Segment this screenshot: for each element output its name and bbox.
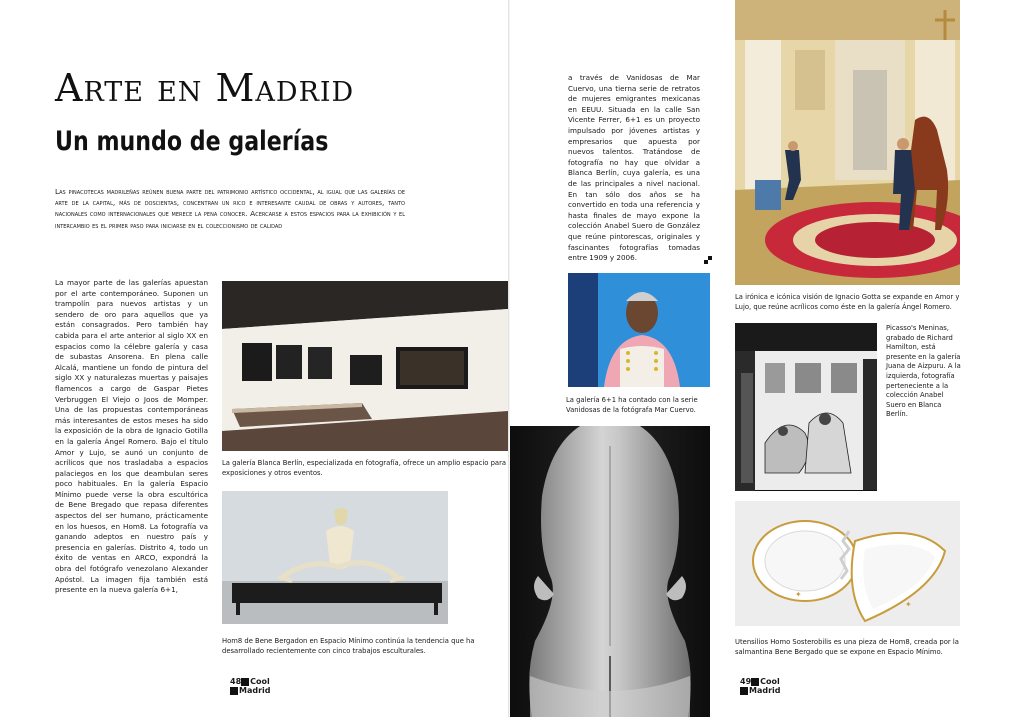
article-title: Arte en Madrid [55, 66, 355, 110]
svg-text:✦: ✦ [795, 590, 802, 599]
svg-text:✦: ✦ [905, 600, 912, 609]
page-number-48: 48 [230, 677, 242, 686]
logo-cool: Cool [760, 677, 780, 686]
page-number-49: 49 [740, 677, 752, 686]
caption-portrait: La galería 6+1 ha contado con la serie Vanidosas de la fotógrafa Mar Cuervo. [566, 396, 698, 414]
gallery-interior-photo [222, 281, 508, 451]
portrait-photo [568, 273, 710, 387]
footer-right [740, 677, 781, 695]
end-of-article-icon [704, 249, 712, 257]
logo-square-icon [241, 678, 249, 686]
logo-cool: Cool [250, 677, 270, 686]
caption-gallery: La galería Blanca Berlín, especializada en fotografía, ofrece un amplio espacio para exposiciones y otros eventos. [222, 459, 507, 477]
logo-square-icon [751, 678, 759, 686]
meninas-engraving [735, 323, 877, 491]
article-subtitle: Un mundo de galerías [55, 126, 329, 157]
caption-sculpture: Hom8 de Bene Bergadon en Espacio Mínimo continúa la tendencia que ha desarrollado recientemente con cinco trabajos esculturales. [222, 637, 475, 655]
caption-plates: Utensilios Homo Sosterobilis es una pieza de Hom8, creada por la salmantina Bene Bergado que se expone en Espacio Mínimo. [735, 638, 959, 656]
caption-meninas: Picasso's Meninas, grabado de Richard Hamilton, está presente en la galería Juana de Aizpuru. A la izquierda, fotografía perteneciente a la colección Anabel Suero en Blanca Berlín. [886, 324, 961, 419]
nude-back-photo [510, 426, 710, 717]
logo-madrid: Madrid [749, 686, 781, 695]
sculpture-photo [222, 491, 448, 624]
broken-plates-photo [735, 501, 960, 626]
logo-square-icon [740, 687, 748, 695]
logo-madrid: Madrid [239, 686, 271, 695]
logo-square-icon [230, 687, 238, 695]
body-column-1: La mayor parte de las galerías apuestan por el arte contemporáneo. Suponen un trampolín para nuevos artistas y un sendero de oro para aquellos que ya están consagrados. Pero también hay cabida para el arte anterior al siglo XX en espacios como la célebre galería y casa de subastas Ansorena. En plena calle Alcalá, mantiene un fondo de pintura del siglo XX y naturalezas muertas y paisajes flamencos a cargo de Gaspar Pietes Verbruggen El Viejo o Joos de Momper. Una de las propuestas contemporáneas más interesantes de estos meses ha sido la exposición de la obra de Ignacio Gotilla en la galería Ángel Romero. Bajo el título Amor y Lujo, se aunó un conjunto de acrílicos que nos trasladaba a espacios palaciegos en los que deambulan seres poco habituales. En la galería Espacio Mínimo puede verse la obra escultórica de Bene Bregado que repasa diferentes aspectos del ser humano, prácticamente en los huesos, en Hom8. La fotografía va ganando adeptos en nuestro país y presencia en galerías. Distrito 4, todo un éxito de ventas en ARCO, expondrá la obra del fotógrafo venezolano Alexander Apóstol. La imagen fija también está presente en la nueva galería 6+1, [55, 278, 208, 595]
body-column-2: a través de Vanidosas de Mar Cuervo, una tierna serie de retratos de mujeres emigrantes mexicanas en EEUU. Situada en la calle San Vicente Ferrer, 6+1 es un proyecto impulsado por jóvenes artistas y empresarios que apuesta por nuevos talentos. Tratándose de fotografía no hay que olvidar a Blanca Berlín, cuya galería, es una de las principales a nivel nacional. En tan sólo dos años se ha convertido en toda una referencia y hasta finales de mayo expone la colección Anabel Suero de González que reúne pintorescas, originales y fascinantes fotografías tomadas entre 1909 y 2006. [568, 73, 700, 263]
footer-left [230, 677, 271, 695]
palace-painting [735, 0, 960, 285]
caption-painting: La irónica e icónica visión de Ignacio Gotta se expande en Amor y Lujo, que reúne acrílicos como éste en la galería Ángel Romero. [735, 293, 960, 311]
article-intro: Las pinacotecas madrileñas reúnen buena parte del patrimonio artístico occidental, al igual que las galerías de arte de la capital, más de doscientas, concentran un rico e interesante caudal de obras y autores, tanto nacionales como internacionales que merece la pena conocer. Acercarse a estos espacios para la exhibición y el intercambio es el primer paso para iniciarse en el coleccionismo de calidad [55, 187, 405, 230]
